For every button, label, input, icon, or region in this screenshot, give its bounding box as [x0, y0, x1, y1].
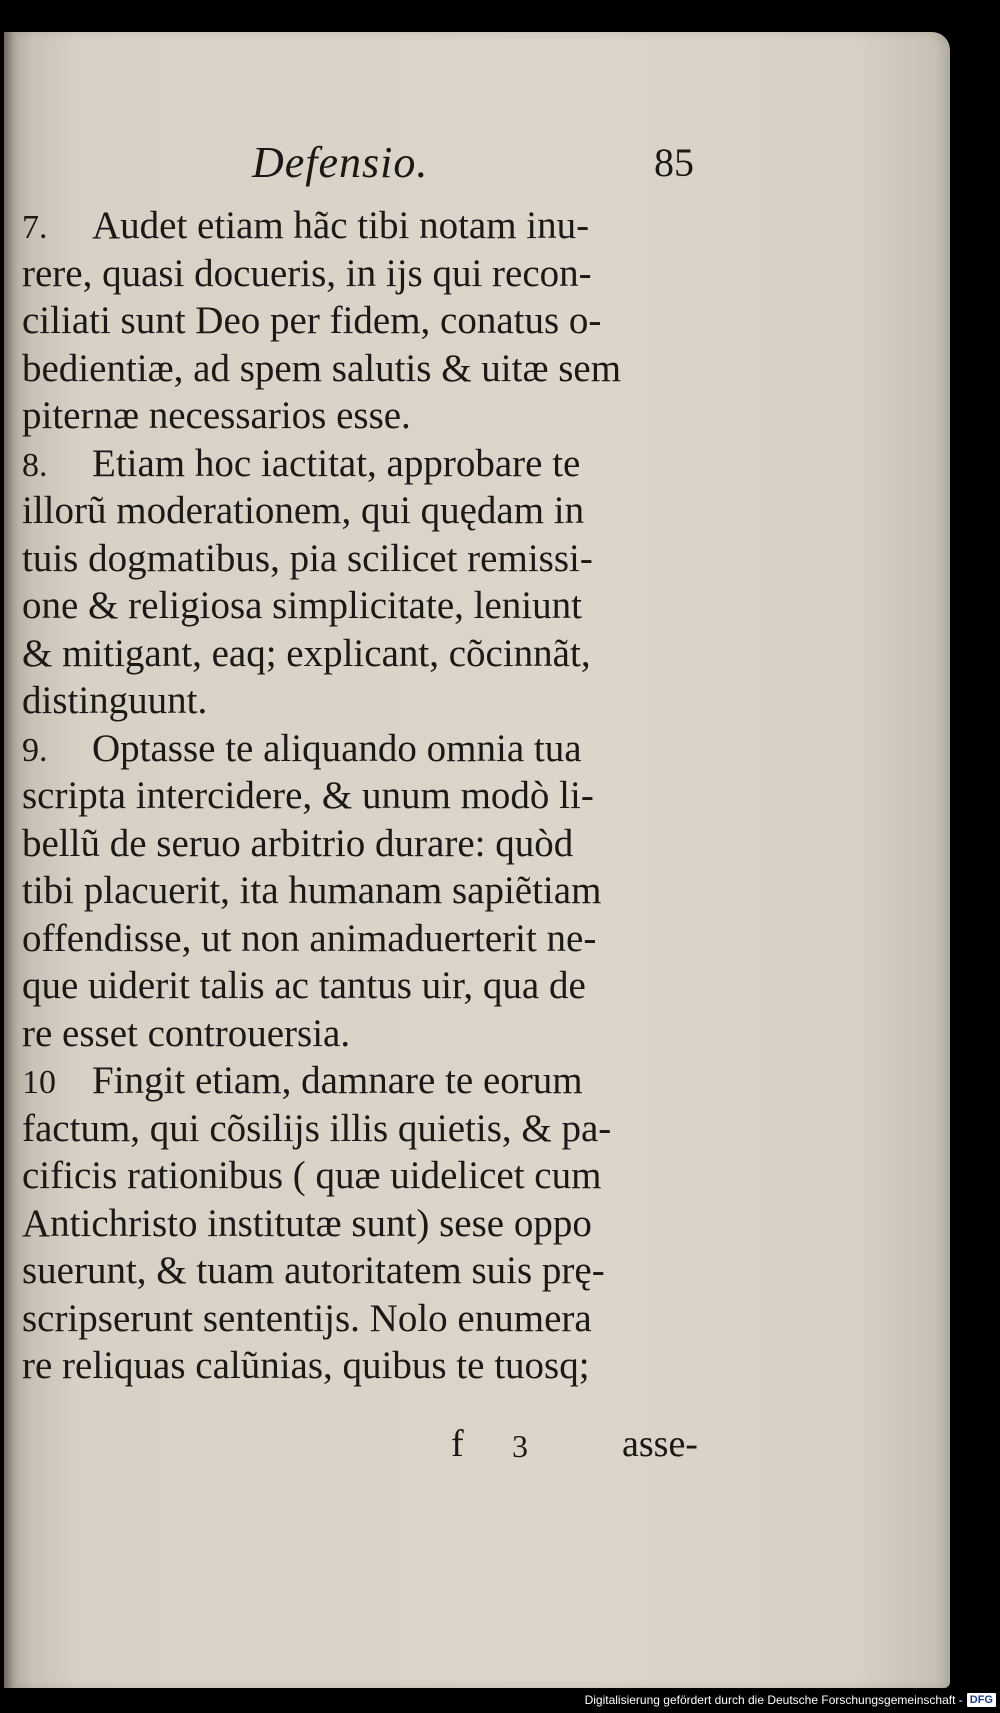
dfg-logo-icon: DFG: [967, 1693, 996, 1707]
page-header: [4, 137, 950, 193]
text-line: 10 Fingit etiam, damnare te eorum: [22, 1057, 712, 1105]
text-line: cificis rationibus ( quæ uidelicet cum: [22, 1154, 602, 1197]
credit-text: Digitalisierung gefördert durch die Deutsche Forschungsgemeinschaft -: [584, 1693, 963, 1707]
running-title: Defensio.: [252, 138, 429, 187]
text-line: piternæ necessarios esse.: [22, 394, 411, 437]
catchword: asse-: [622, 1423, 698, 1465]
text-line: 8. Etiam hoc iactitat, approbare te: [22, 440, 712, 488]
digitization-credit: [585, 1689, 996, 1711]
paragraph-number: 8.: [22, 446, 48, 484]
paragraph-number: 7.: [22, 209, 48, 246]
text-line: bedientiæ, ad spem salutis & uitæ sem: [22, 346, 622, 390]
book-page: [4, 32, 950, 1688]
text-line: bellũ de seruo arbitrio durare: quòd: [22, 821, 574, 865]
text-line: ciliati sunt Deo per fidem, conatus o-: [22, 299, 602, 342]
text-line: 7. Audet etiam hãc tibi notam inu-: [22, 202, 712, 250]
text-line: tuis dogmatibus, pia scilicet remissi-: [22, 536, 593, 580]
text-line: Antichristo institutæ sunt) sese oppo: [22, 1201, 592, 1245]
paragraph-number: 10: [22, 1064, 56, 1101]
text-line: & mitigant, eaq; explicant, cõcinnãt,: [22, 631, 591, 675]
text-line: que uiderit talis ac tantus uir, qua de: [22, 964, 586, 1007]
text-line: distinguunt.: [22, 679, 208, 722]
text-line: one & religiosa simplicitate, leniunt: [22, 584, 582, 627]
text-line: scripta intercidere, & unum modò li-: [22, 774, 594, 817]
page-body: [22, 202, 712, 1390]
text-line: scripserunt sententijs. Nolo enumera: [22, 1296, 592, 1340]
signature-number: 3: [512, 1428, 528, 1464]
text-line: re reliquas calũnias, quibus te tuosq;: [22, 1344, 590, 1387]
page-footer: [4, 1422, 950, 1472]
text-line: 9. Optasse te aliquando omnia tua: [22, 725, 712, 773]
text-line: tibi placuerit, ita humanam sapiẽtiam: [22, 869, 602, 912]
text-line: factum, qui cõsilijs illis quietis, & pa-: [22, 1106, 612, 1150]
text-line: rere, quasi docueris, in ijs qui recon-: [22, 251, 592, 295]
page-number: 85: [654, 140, 694, 185]
text-line: illorũ moderationem, qui quędam in: [22, 489, 585, 532]
text-line: re esset controuersia.: [22, 1011, 351, 1055]
text-line: offendisse, ut non animaduerterit ne-: [22, 916, 597, 960]
signature-mark: f: [451, 1423, 464, 1465]
paragraph-number: 9.: [22, 731, 48, 769]
text-line: suerunt, & tuam autoritatem suis prę-: [22, 1249, 605, 1292]
